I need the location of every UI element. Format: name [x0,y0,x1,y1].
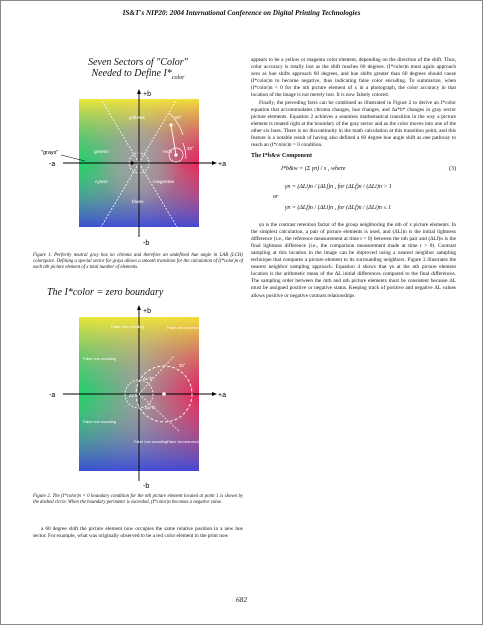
figure1-sector-cyans: cyans [95,180,108,185]
figure1-title-sub: color [171,75,185,81]
figure2-title-block [33,287,243,298]
figure2-title: The I*color = zero boundary [47,287,164,298]
right-paragraph-3: γn is the contrast retention factor of the group neighboring the nth of x picture elements. In the simplest calculation, a pair of picture elements is used, and (ΔLi)n is the initial lightness difference (i.e., the reference measurement at time t = 0) between the nth pair and (ΔLf)n is the final lightness difference (i.e., the comparison measurement made at time t > 0). Contrast sampling at this location in the image can be improved using a nearest neighbor sampling technique that compares a picture element to its surrounding neighbors. Figure 3 illustrates the nearest neighbor sampling approach. Equation 4 shows that γn at the nth picture element location is the arithmetic mean of the ΔL initial differences compared to the final differences. The sampling order between the mth and nth picture elements must be consistent because ΔL must be assigned positive or negative status. Keeping track of positive and negative ΔL values allows positive or negative contrast relationships [251,221,456,299]
figure2-label-false-hue-lower-left: False hue encoding [83,420,117,424]
figure2-axis-plus-b: +b [143,308,151,315]
figure1-sector-yellows: yellows [129,116,145,121]
figure1-axis-plus-a: +a [218,161,226,168]
running-header: IS&T's NIP20: 2004 International Conference on Digital Printing Technologies [122,9,361,17]
left-column [33,57,243,84]
figure1-angle-60: 60° [175,115,182,120]
figure1-axis-minus-a: -a [49,161,56,168]
figure2-axis-minus-b: -b [143,483,150,489]
figure2-label-false-hue-bottom: False hue encoding [134,440,168,444]
figure1-angle-30: 30° [187,146,194,151]
figure2-label-false-chroma-top: False chroma encoding [167,326,207,330]
figure1-title-main: Needed to Define I* [91,68,172,79]
left-column-text: a 60 degree shift the picture element now occupies the same relative position in a new hue sector. For example, what was originally observed to be a red color element in the print now [33,526,243,540]
right-paragraph-2: Finally, the preceding facts can be combined as illustrated in Figure 2 to derive an I*color equation that accommodates chroma changes, hue changes, and Δa*b* changes in gray sector picture elements. Equation 2 achieves a seamless mathematical transition in the way a picture element is treated right at the boundary of the gray sector and as the color moves into one of the other six hues. There is no discontinuity in the math calculation at this transition point, and this feature is a notable result of having also defined a 60 degree hue angle shift as one pathway to reach an (I*color)n = 0 condition. [251,99,456,149]
right-paragraph-1: appears to be a yellow or magenta color element, depending on the direction of the shift. Thus, color accuracy is totally lost as the shift reaches 60 degrees. (I*color)n must again approach zero as hue shifts approach 60 degrees, and hue shifts greater than 60 degrees should cause (I*color)n to become negative, thus indicating false color encoding. To summarize, when (I*color)n < 0 for the nth picture element of x in a photograph, the color accuracy in that location of the image is not merely lost. It is now falsely colored. [251,57,456,99]
equation-number: (3) [449,166,456,173]
figure1-title [33,57,243,84]
figure1-caption: Figure 1. Perfectly neutral gray has no chroma and therefore an undefined hue angle in LAB (LCH) colorspace. Defining a special sector for grays allows a smooth transition for the calculation of (I*color)n of each nth picture element of x total number of elements. [33,253,243,271]
figure2-label-delta-lb: ΔL*b* [143,376,154,381]
figure2-label-angle-30: 30° [179,363,186,368]
equation-case-2: γn = (ΔLf)n / (ΔLi)n , for (ΔLf)n / (ΔLi)n ≤ 1 [285,204,392,211]
figure1-title-line1: Seven Sectors of "Color" [88,57,188,68]
figure1-grays-label: "grays" [41,150,59,156]
figure2-label-false-chroma-bottom: False chroma encoding [167,440,207,444]
figure1-axis-plus-b: +b [143,91,151,98]
figure2-label-delta-ab: Δa*b* [145,405,156,410]
right-column [251,57,456,300]
section-heading: The I*b&w Component [251,153,313,160]
figure2-axis-plus-a: +a [218,392,226,399]
figure1-title-line2 [33,68,243,84]
figure1-axis-minus-b: -b [143,240,150,247]
figure2-label-delta-c: ΔC* [129,393,137,398]
figure1-sector-reds: reds [163,150,173,155]
figure2-caption: Figure 2. The (I*color)n = 0 boundary condition for the nth picture element located at point 1 is shown by the dashed circle. When the boundary perimeter is exceeded, (I*color)n becomes a negative value. [33,494,243,506]
equation-main-row [251,166,456,182]
equation-main: I*b&w = (Σ γn) / x , where [281,166,346,173]
equation-case-1: γn = (ΔLi)n / (ΔLf)n , for (ΔLf)n / (ΔLi)n > 1 [285,184,392,191]
figure1-sector-blues: blues [132,200,144,205]
figure1-sector-magentas: magentas [153,180,175,185]
figure2-label-false-hue-left: False hue encoding [83,357,117,361]
figure2-boundary-diagram [39,301,239,489]
figure1-colorspace-diagram [39,85,239,247]
equation-or: or [273,194,279,201]
figure2-axis-minus-a: -a [49,392,56,399]
figure2-label-false-hue-top: False hue encoding [111,325,145,329]
page-number: 682 [235,595,248,604]
figure1-sector-greens: greens [94,150,109,155]
